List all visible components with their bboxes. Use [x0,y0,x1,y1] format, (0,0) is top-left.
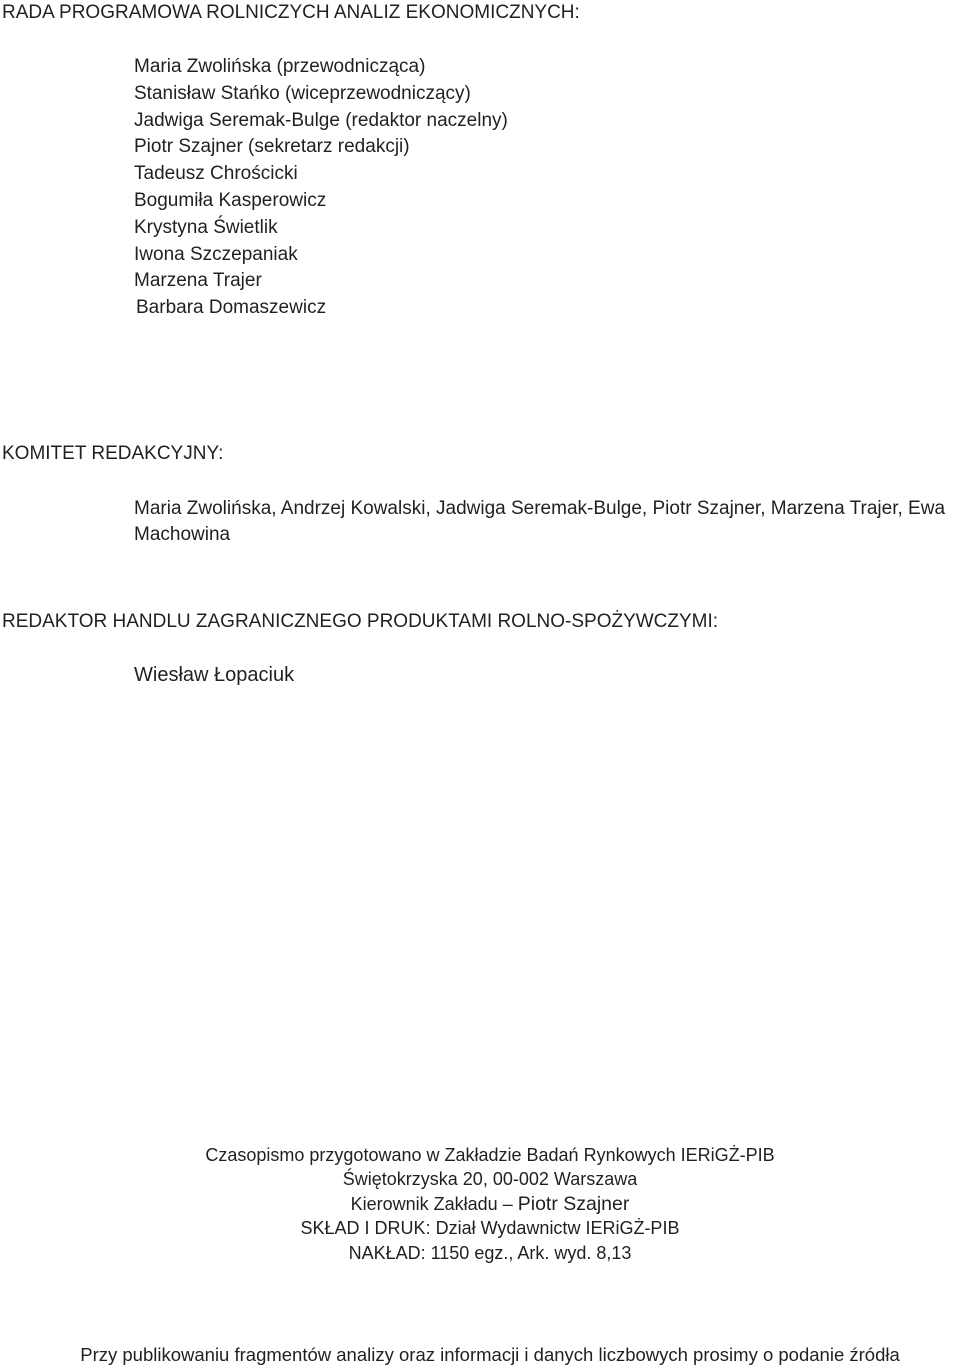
committee-heading: KOMITET REDAKCYJNY: [2,443,224,464]
council-heading: RADA PROGRAMOWA ROLNICZYCH ANALIZ EKONOMICZNYCH: [2,2,580,23]
trade-editor-heading: REDAKTOR HANDLU ZAGRANICZNEGO PRODUKTAMI ROLNO-SPOŻYWCZYMI: [2,611,719,632]
council-member: Jadwiga Seremak-Bulge (redaktor naczelny) [134,109,508,131]
committee-members: Maria Zwolińska, Andrzej Kowalski, Jadwiga Seremak-Bulge, Piotr Szajner, Marzena Trajer, Ewa Machowina [134,498,946,545]
colophon-head-line [0,1192,960,1216]
council-member: Tadeusz Chrościcki [134,163,298,185]
council-member: Piotr Szajner (sekretarz redakcji) [134,136,410,158]
council-member: Barbara Domaszewicz [136,297,327,319]
council-member: Krystyna Świetlik [134,216,278,238]
colophon [0,1143,960,1265]
council-member: Maria Zwolińska (przewodnicząca) [134,56,426,77]
colophon-address: Świętokrzyska 20, 00-002 Warszawa [342,1169,638,1190]
council-member: Iwona Szczepaniak [134,243,298,265]
colophon-head-label: Kierownik Zakładu – [350,1193,513,1214]
colophon-prepared-by: Czasopismo przygotowano w Zakładzie Badań Rynkowych IERiGŻ-PIB [205,1145,775,1165]
colophon-print: SKŁAD I DRUK: Dział Wydawnictw IERiGŻ-PIB [300,1218,680,1239]
council-member-list [134,54,508,322]
footer-note: Przy publikowaniu fragmentów analizy oraz informacji i danych liczbowych prosimy o podanie źródła [80,1344,900,1365]
council-member: Stanisław Stańko (wiceprzewodniczący) [134,82,471,104]
trade-editor-name: Wiesław Łopaciuk [134,664,295,686]
council-member: Marzena Trajer [134,270,262,292]
colophon-circulation: NAKŁAD: 1150 egz., Ark. wyd. 8,13 [348,1242,632,1263]
colophon-head-name: Piotr Szajner [517,1192,630,1215]
council-member: Bogumiła Kasperowicz [134,189,327,211]
